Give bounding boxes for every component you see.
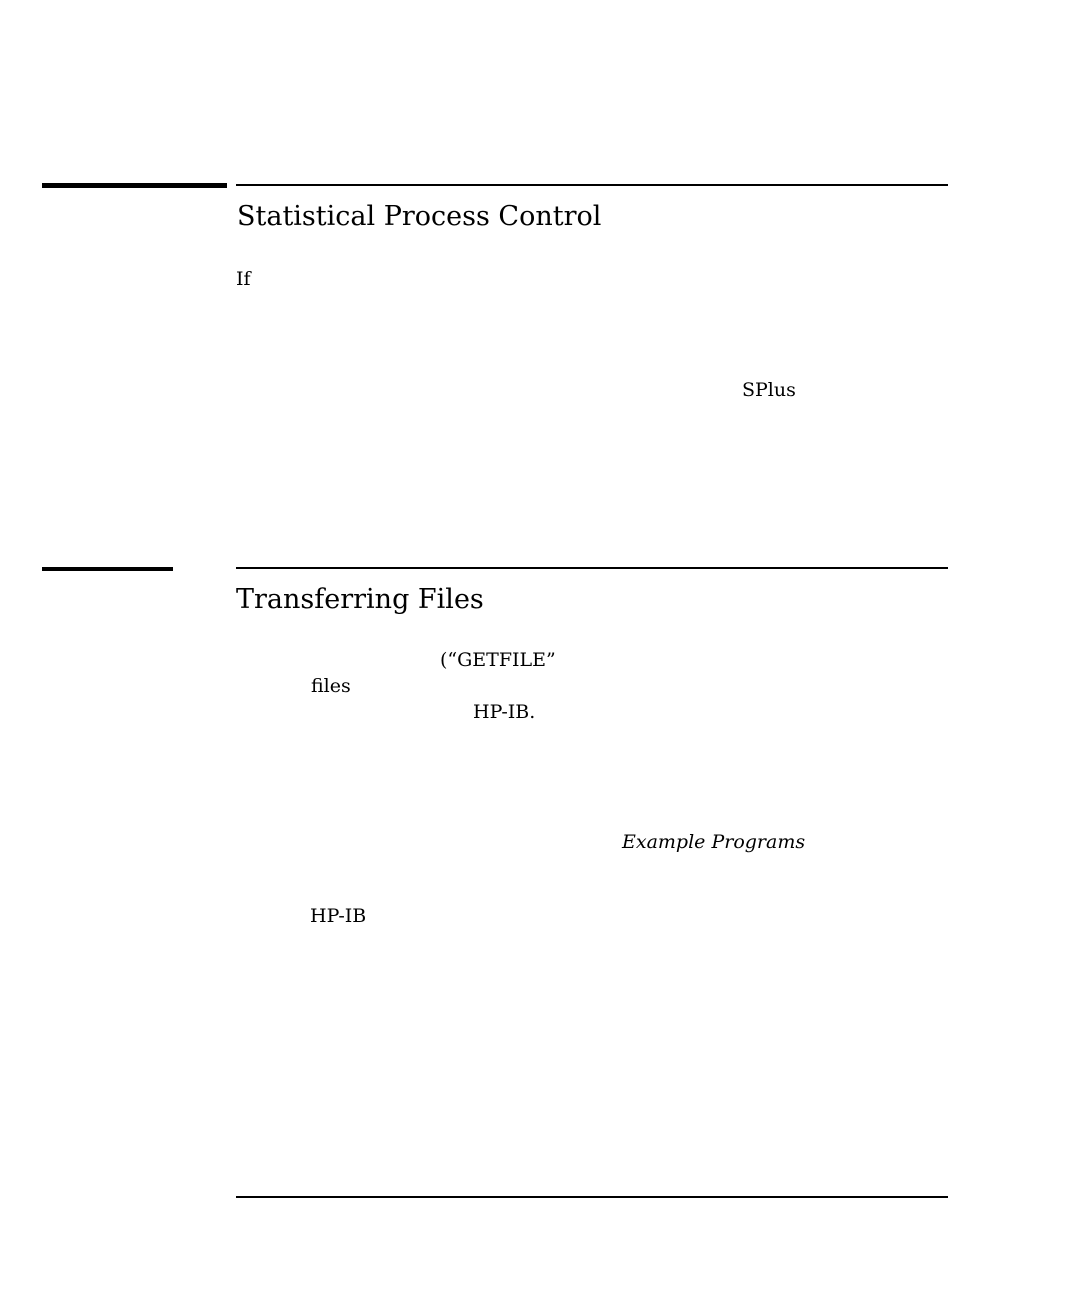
text-fragment: files [311, 675, 351, 697]
section-rule [236, 567, 948, 569]
text-fragment: Example Programs [622, 831, 806, 853]
section-rule [236, 184, 948, 186]
section-heading: Transferring Files [236, 584, 484, 615]
text-fragment: If [236, 268, 251, 290]
section-marker-bar [42, 567, 173, 571]
text-fragment: (“GETFILE” [440, 649, 556, 671]
section-heading: Statistical Process Control [237, 201, 602, 232]
section-marker-bar [42, 183, 227, 188]
text-fragment: HP-IB [310, 905, 367, 927]
footer-rule [236, 1196, 948, 1198]
text-fragment: HP-IB. [473, 701, 536, 723]
text-fragment: SPlus [742, 379, 796, 401]
